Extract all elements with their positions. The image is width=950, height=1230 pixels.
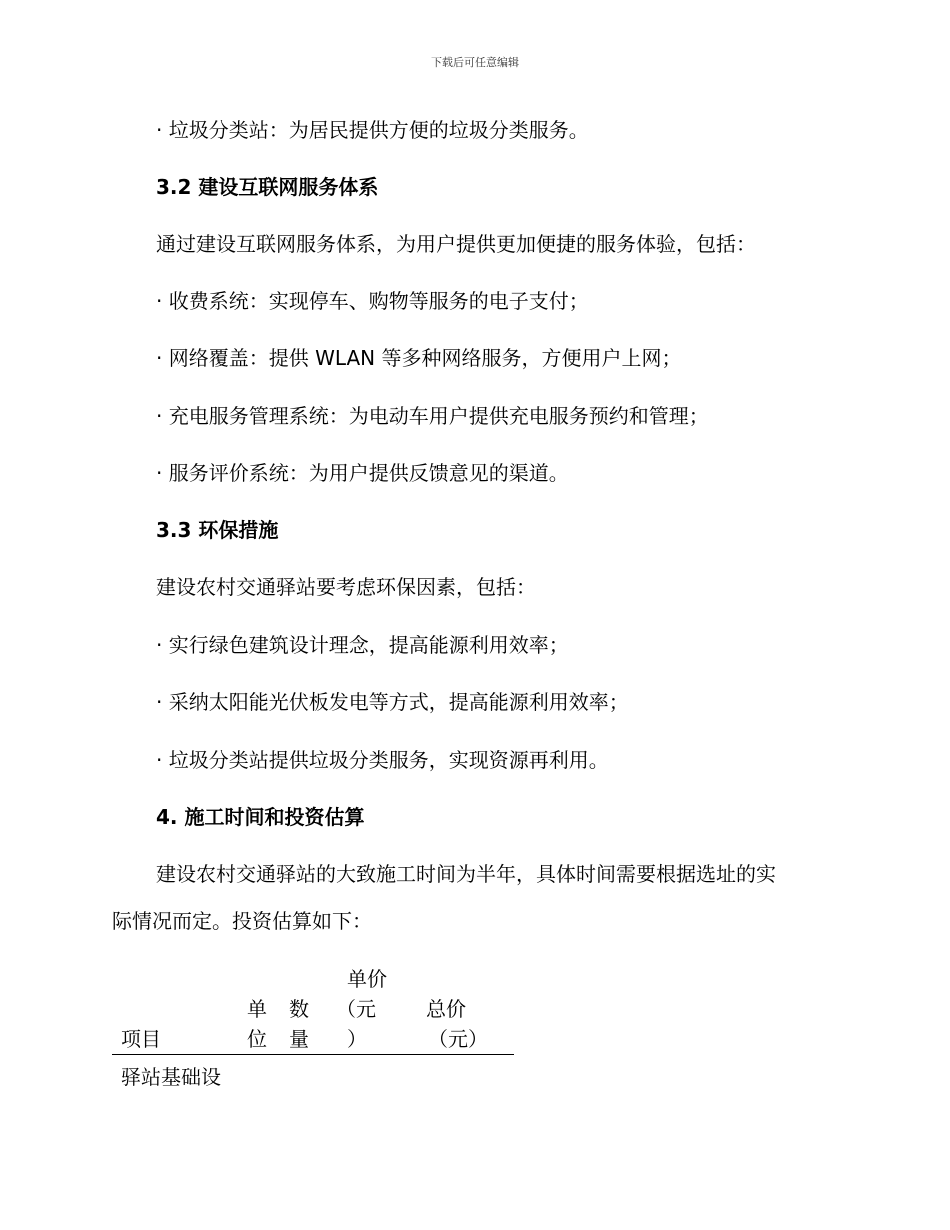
paragraph-schedule-line-2: 际情况而定。投资估算如下： [112, 909, 372, 933]
paragraph-eco-intro: 建设农村交通驿站要考虑环保因素，包括： [156, 575, 536, 599]
header-price-line-1: 单价 [347, 967, 387, 991]
paragraph-network-coverage: · 网络覆盖：提供 WLAN 等多种网络服务，方便用户上网； [156, 346, 682, 370]
page-header: 下载后可任意编辑 [431, 56, 519, 69]
paragraph-payment-system: · 收费系统：实现停车、购物等服务的电子支付； [156, 289, 589, 313]
section-heading-4: 4. 施工时间和投资估算 [156, 805, 365, 829]
header-total-line-2: （元） [428, 1027, 488, 1051]
table-header-rule [112, 1054, 514, 1055]
header-price-line-2: （元 [336, 997, 376, 1021]
header-unit-line-2: 位 [247, 1027, 267, 1051]
paragraph-internet-intro: 通过建设互联网服务体系，为用户提供更加便捷的服务体验，包括： [156, 232, 756, 256]
paragraph-charging-system: · 充电服务管理系统：为电动车用户提供充电服务预约和管理； [156, 404, 709, 428]
header-qty-line-1: 数 [289, 997, 309, 1021]
section-heading-3-3: 3.3 环保措施 [156, 518, 279, 542]
paragraph-green-building: · 实行绿色建筑设计理念，提高能源利用效率； [156, 633, 569, 657]
paragraph-recycling: · 垃圾分类站提供垃圾分类服务，实现资源再利用。 [156, 748, 609, 772]
header-item: 项目 [121, 1027, 161, 1051]
table-row-item: 驿站基础设 [121, 1065, 221, 1089]
paragraph-evaluation-system: · 服务评价系统：为用户提供反馈意见的渠道。 [156, 461, 569, 485]
section-heading-3-2: 3.2 建设互联网服务体系 [156, 175, 379, 199]
header-qty-line-2: 量 [289, 1027, 309, 1051]
paragraph-sorting-station: · 垃圾分类站：为居民提供方便的垃圾分类服务。 [156, 118, 589, 142]
paragraph-schedule-line-1: 建设农村交通驿站的大致施工时间为半年，具体时间需要根据选址的实 [156, 862, 776, 886]
header-price-line-3: ） [347, 1027, 367, 1051]
header-unit-line-1: 单 [247, 997, 267, 1021]
paragraph-solar-power: · 采纳太阳能光伏板发电等方式，提高能源利用效率； [156, 690, 629, 714]
header-total-line-1: 总价 [426, 997, 466, 1021]
